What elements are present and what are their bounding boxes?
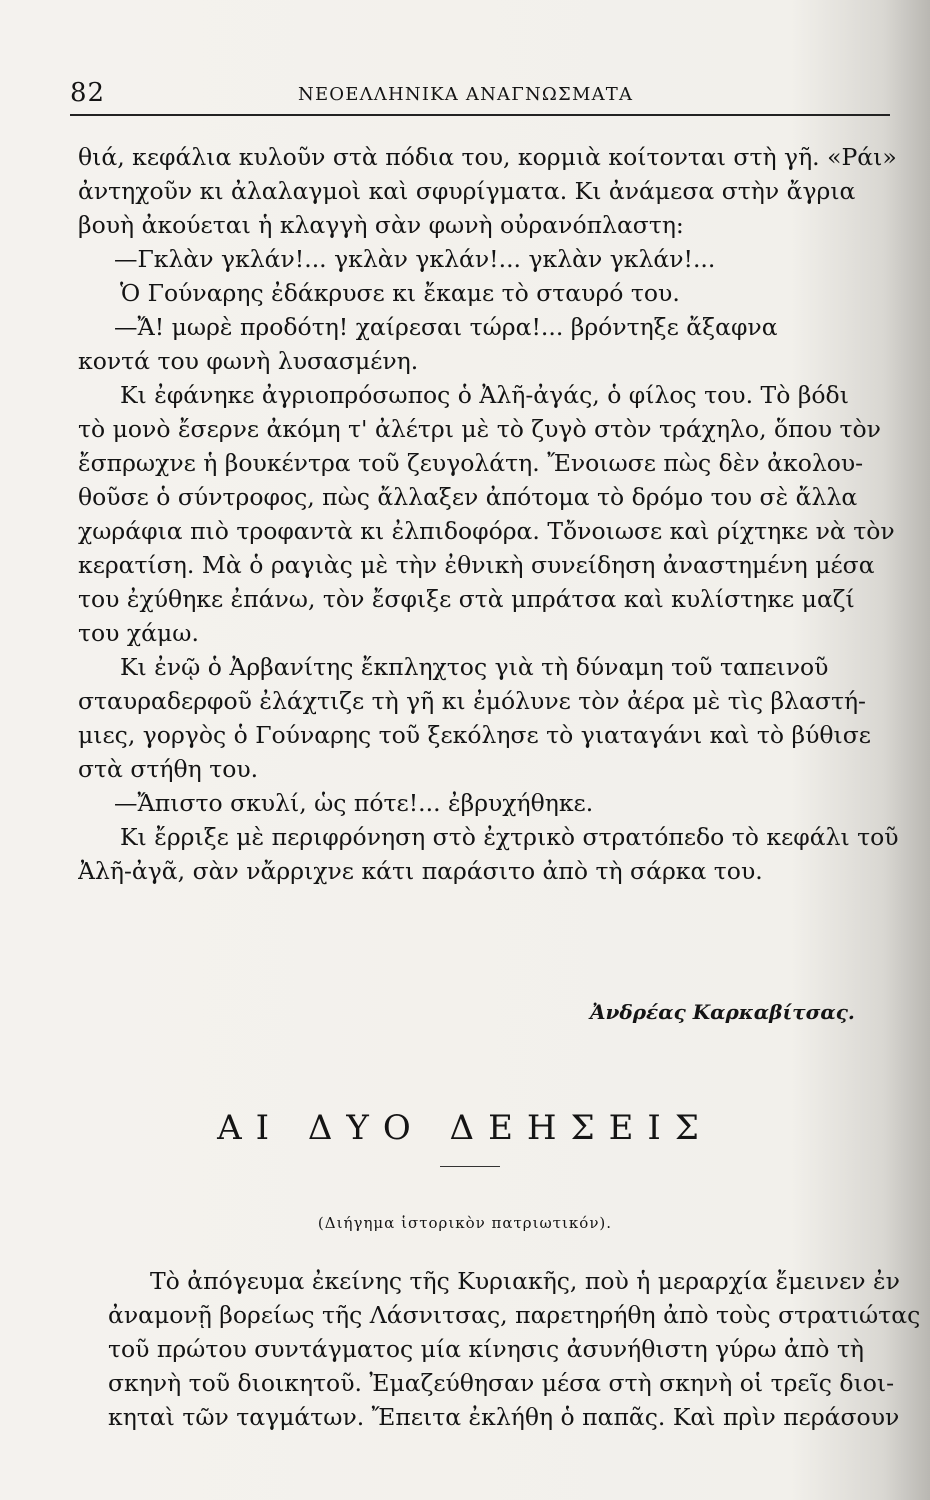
text-line: κερατίση. Μὰ ὁ ραγιὰς μὲ τὴν ἐθνικὴ συνείδηση ἀναστημένη μέσα [78, 551, 875, 579]
page-header [70, 78, 890, 108]
story-one-text [78, 140, 908, 888]
running-title: ΝΕΟΕΛΛΗΝΙΚΑ ΑΝΑΓΝΩΣΜΑΤΑ [298, 84, 634, 105]
text-line: Κι ἔρριξε μὲ περιφρόνηση στὸ ἐχτρικὸ στρατόπεδο τὸ κεφάλι τοῦ [120, 823, 899, 851]
author-signature: Ἀνδρέας Καρκαβίτσας. [590, 1000, 855, 1024]
text-line: του ἐχύθηκε ἐπάνω, τὸν ἔσφιξε στὰ μπράτσα καὶ κυλίστηκε μαζί [78, 585, 855, 613]
text-line: —Γκλὰν γκλάν!... γκλὰν γκλάν!... γκλὰν γκλάν!... [114, 245, 716, 273]
text-line: Κι ἐνῷ ὁ Ἀρβανίτης ἔκπληχτος γιὰ τὴ δύναμη τοῦ ταπεινοῦ [120, 653, 829, 681]
text-line: Κι ἐφάνηκε ἀγριοπρόσωπος ὁ Ἀλῆ-ἀγάς, ὁ φίλος του. Τὸ βόδι [120, 381, 849, 409]
text-line: —Ἄπιστο σκυλί, ὡς πότε!... ἐβρυχήθηκε. [114, 789, 594, 817]
page-number: 82 [70, 78, 106, 108]
text-line: Ἀλῆ-ἀγᾶ, σὰν νἄρριχνε κάτι παράσιτο ἀπὸ τὴ σάρκα του. [78, 857, 763, 885]
text-line: μιες, γοργὸς ὁ Γούναρης τοῦ ξεκόλησε τὸ γιαταγάνι καὶ τὸ βύθισε [78, 721, 871, 749]
story-title: ΑΙ ΔΥΟ ΔΕΗΣΕΙΣ [217, 1108, 713, 1148]
text-line: ἀναμονῇ βορείως τῆς Λάσνιτσας, παρετηρήθη ἀπὸ τοὺς στρατιώτας [108, 1301, 921, 1329]
text-line: Τὸ ἀπόγευμα ἐκείνης τῆς Κυριακῆς, ποὺ ἡ μεραρχία ἔμεινεν ἐν [150, 1267, 900, 1295]
story-subtitle: (Διήγημα ἱστορικὸν πατριωτικόν). [317, 1214, 613, 1232]
title-rule [440, 1166, 500, 1167]
text-line: Ὁ Γούναρης ἐδάκρυσε κι ἔκαμε τὸ σταυρό του. [120, 279, 680, 307]
text-line: —Ἄ! μωρὲ προδότη! χαίρεσαι τώρα!... βρόντηξε ἄξαφνα [114, 313, 778, 341]
text-line: κηταὶ τῶν ταγμάτων. Ἔπειτα ἐκλήθη ὁ παπᾶς. Καὶ πρὶν περάσουν [108, 1403, 900, 1431]
text-line: θοῦσε ὁ σύντροφος, πὼς ἄλλαξεν ἀπότομα τὸ δρόμο του σὲ ἄλλα [78, 483, 858, 511]
story-two-text [108, 1264, 928, 1434]
text-line: τοῦ πρώτου συντάγματος μία κίνησις ἀσυνήθιστη γύρω ἀπὸ τὴ [108, 1335, 864, 1363]
text-line: ἔσπρωχνε ἡ βουκέντρα τοῦ ζευγολάτη. Ἔνοιωσε πὼς δὲν ἀκολου- [78, 449, 864, 477]
text-line: σταυραδερφοῦ ἐλάχτιζε τὴ γῆ κι ἐμόλυνε τὸν ἀέρα μὲ τὶς βλαστή- [78, 687, 866, 715]
text-line: χωράφια πιὸ τροφαντὰ κι ἐλπιδοφόρα. Τὄνοιωσε καὶ ρίχτηκε νὰ τὸν [78, 517, 895, 545]
text-line: του χάμω. [78, 619, 199, 647]
text-line: βουὴ ἀκούεται ἡ κλαγγὴ σὰν φωνὴ οὐρανόπλαστη: [78, 211, 684, 239]
text-line: κοντά του φωνὴ λυσασμένη. [78, 347, 419, 375]
text-line: τὸ μονὸ ἔσερνε ἀκόμη τ' ἀλέτρι μὲ τὸ ζυγὸ στὸν τράχηλο, ὅπου τὸν [78, 415, 881, 443]
text-line: ἀντηχοῦν κι ἀλαλαγμοὶ καὶ σφυρίγματα. Κι ἀνάμεσα στὴν ἄγρια [78, 177, 856, 205]
text-line: σκηνὴ τοῦ διοικητοῦ. Ἐμαζεύθησαν μέσα στὴ σκηνὴ οἱ τρεῖς διοι- [108, 1369, 895, 1397]
text-line: θιά, κεφάλια κυλοῦν στὰ πόδια του, κορμιὰ κοίτονται στὴ γῆ. «Ράι» [78, 143, 897, 171]
text-line: στὰ στήθη του. [78, 755, 259, 783]
header-rule [70, 114, 890, 116]
